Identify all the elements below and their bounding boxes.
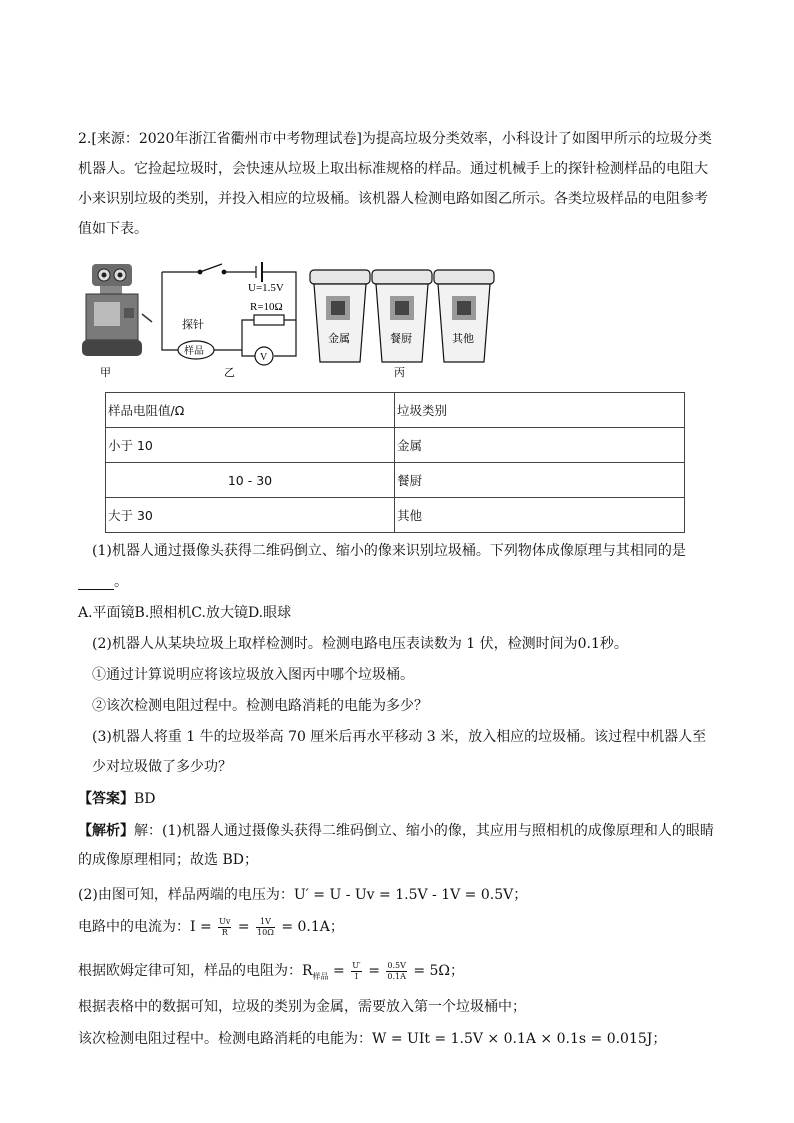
bin-other-label: 其他 xyxy=(452,332,474,345)
analysis-line3: 电路中的电流为：I = $\frac{Uv}{R}$ = $\frac{1V}{10\Omega}$ = 0.1A； xyxy=(78,916,344,937)
resistor-label: R=10Ω xyxy=(250,301,283,313)
probe-label: 探针 xyxy=(182,318,204,331)
voltage-label: U=1.5V xyxy=(248,282,284,294)
robot-illustration xyxy=(82,264,152,356)
bin-kitchen-label: 餐厨 xyxy=(390,332,412,345)
sub1-options: A.平面镜B.照相机C.放大镜D.眼球 xyxy=(78,605,292,621)
bin-kitchen xyxy=(372,270,432,362)
answer-value: BD xyxy=(134,791,156,807)
resistance-label: 根据欧姆定律可知，样品的电阻为：R xyxy=(78,963,313,979)
table-cell: 其他 xyxy=(395,498,685,533)
table-cell: 10 - 30 xyxy=(106,463,395,498)
sub1-end: 。 xyxy=(114,574,128,590)
label-bing: 丙 xyxy=(394,366,405,378)
answer-line xyxy=(78,786,718,812)
figure xyxy=(78,258,518,378)
analysis-line5: 根据表格中的数据可知，垃圾的类别为金属，需要放入第一个垃圾桶中； xyxy=(78,999,526,1015)
answer-label: 【答案】 xyxy=(78,791,134,807)
table-header-row xyxy=(106,393,685,428)
sub2-q2: ②该次检测电阻过程中。检测电路消耗的电能为多少？ xyxy=(92,698,428,714)
question-intro: 2.[来源：2020年浙江省衢州市中考物理试卷]为提高垃圾分类效率，小科设计了如图甲所示的垃圾分类机器人。它捡起垃圾时，会快速从垃圾上取出标准规格的样品。通过机械手上的探针检测样品的电阻大小来识别垃圾的类别，并投入相应的垃圾桶。该机器人检测电路如图乙所示。各类垃圾样品的电阻参考值如下表。 xyxy=(78,131,712,237)
table-row xyxy=(106,498,685,533)
analysis-line4: 根据欧姆定律可知，样品的电阻为：$R_{样品}$ = $\frac{U'}{I}$ = $\frac{0.5V}{0.1A}$ = 5Ω； xyxy=(78,960,465,981)
analysis-label: 【解析】 xyxy=(78,823,134,839)
sub2-q1: ①通过计算说明应将该垃圾放入图丙中哪个垃圾桶。 xyxy=(92,667,414,683)
sample-label: 样品 xyxy=(184,346,204,357)
bin-other xyxy=(434,270,494,362)
sub1-question: (1)机器人通过摄像头获得二维码倒立、缩小的像来识别垃圾桶。下列物体成像原理与其相同的是 xyxy=(92,543,686,559)
table-cell: 大于 30 xyxy=(106,498,395,533)
bin-metal xyxy=(310,270,370,362)
sub1-blank-line xyxy=(78,569,718,595)
fraction: $\frac{0.5V}{0.1A}$ xyxy=(387,960,406,981)
fraction: $\frac{1V}{10\Omega}$ xyxy=(257,916,274,937)
analysis-line1 xyxy=(78,817,718,875)
sub2-text: (2)机器人从某块垃圾上取样检测时。检测电路电压表读数为 1 伏，检测时间为0.1秒。 xyxy=(92,636,628,652)
table-row xyxy=(106,463,685,498)
analysis-line6: 该次检测电阻过程中。检测电路消耗的电能为：W = UIt = 1.5V × 0.1A × 0.1s = 0.015J； xyxy=(78,1031,667,1047)
current-label: 电路中的电流为：I = xyxy=(78,919,217,935)
figure-svg xyxy=(78,258,518,378)
fraction: $\frac{U'}{I}$ xyxy=(352,960,361,981)
table-row xyxy=(106,428,685,463)
label-yi: 乙 xyxy=(224,366,235,378)
table-cell: 金属 xyxy=(395,428,685,463)
fraction: $\frac{Uv}{R}$ xyxy=(219,916,231,937)
table-header-cell: 垃圾类别 xyxy=(395,393,685,428)
sub1-text xyxy=(92,538,718,564)
answer-blank xyxy=(78,575,114,590)
table-cell: 小于 10 xyxy=(106,428,395,463)
table-cell: 餐厨 xyxy=(395,463,685,498)
bin-metal-label: 金属 xyxy=(328,332,350,345)
table-header-cell: 样品电阻值/Ω xyxy=(106,393,395,428)
trash-bins xyxy=(310,270,494,362)
analysis-line2: (2)由图可知，样品两端的电压为：U′ = U - Uv = 1.5V - 1V = 0.5V； xyxy=(78,887,528,903)
sub3-text: (3)机器人将重 1 牛的垃圾举高 70 厘米后再水平移动 3 米，放入相应的垃圾桶。该过程中机器人至少对垃圾做了多少功？ xyxy=(92,729,707,775)
label-jia: 甲 xyxy=(100,366,111,378)
circuit-diagram xyxy=(162,262,296,365)
analysis-text: 解：(1)机器人通过摄像头获得二维码倒立、缩小的像，其应用与照相机的成像原理和人的眼睛的成像原理相同；故选 BD； xyxy=(78,823,714,868)
voltmeter-label: V xyxy=(260,352,268,363)
resistance-table xyxy=(105,392,685,533)
